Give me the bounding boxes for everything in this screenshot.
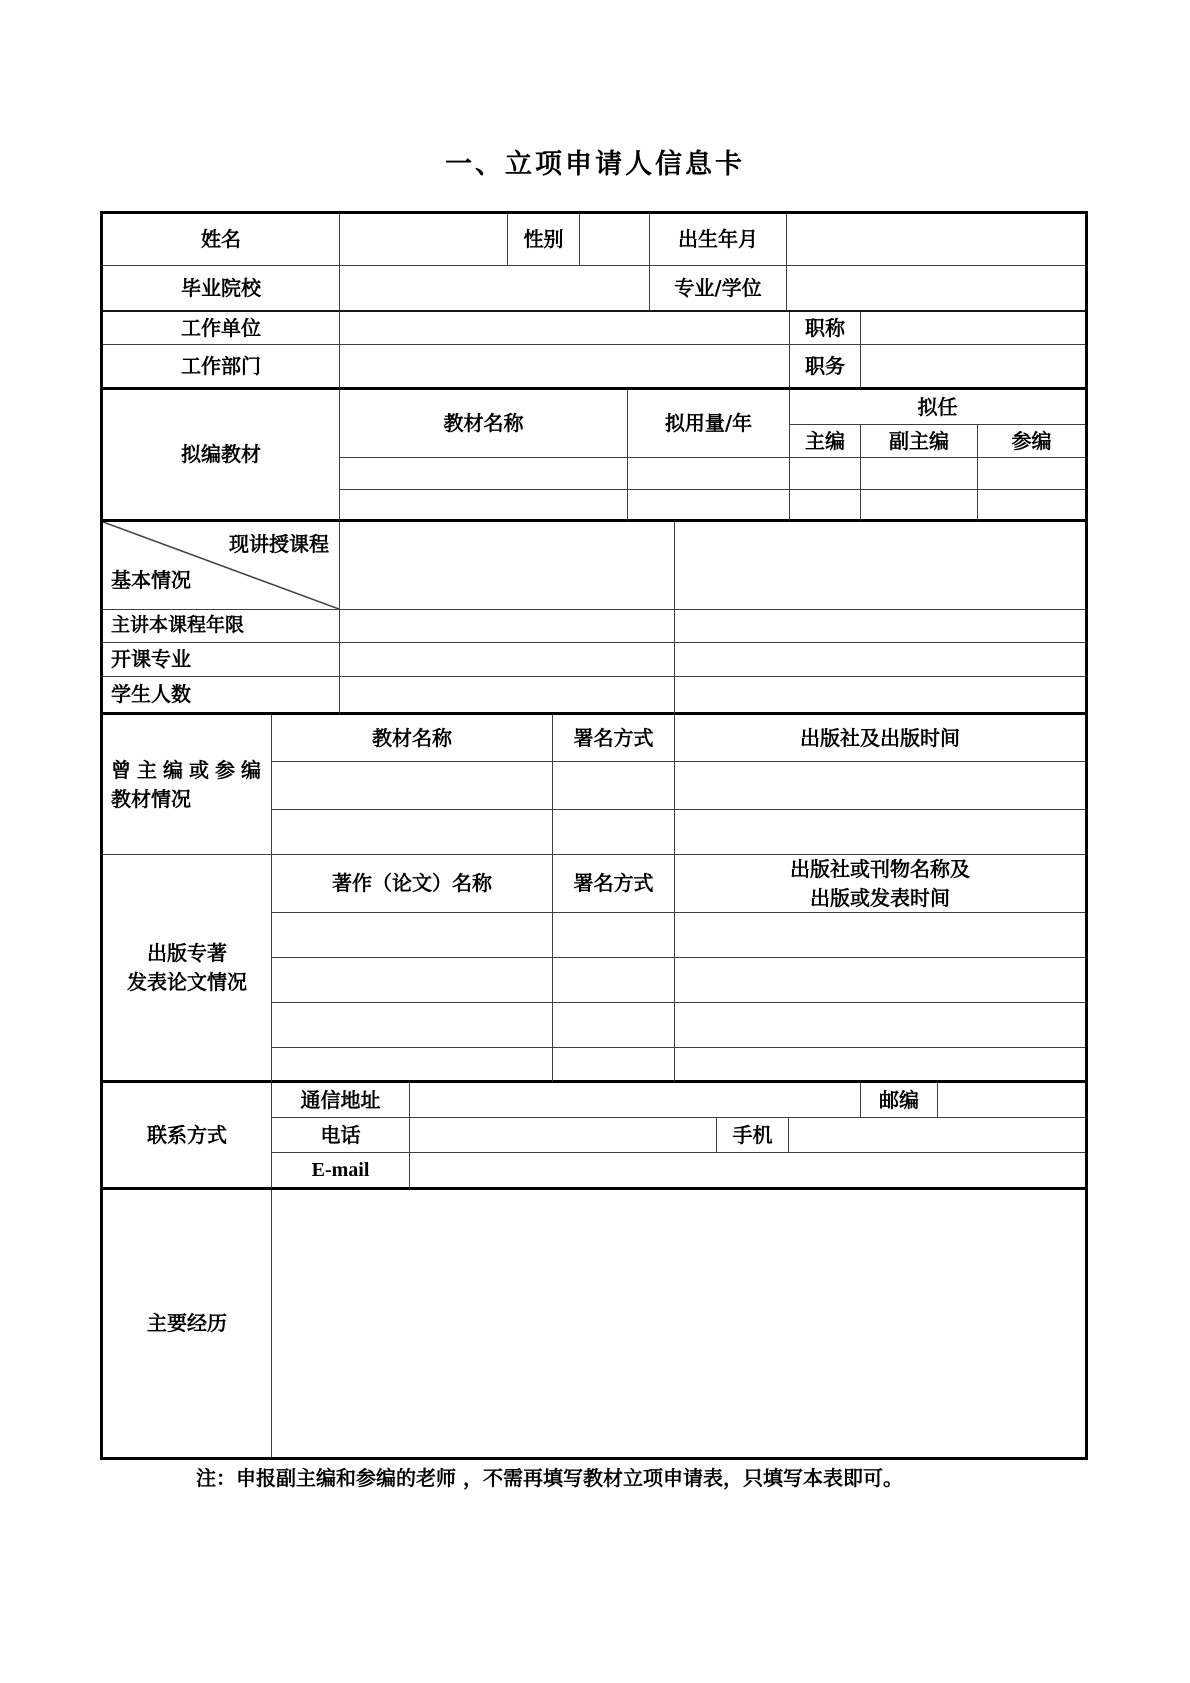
edited-textbooks-label: [103, 715, 272, 855]
edited-textbooks-label-line1: 曾主编或参编: [111, 757, 267, 782]
publication-row1-journal-cell[interactable]: [675, 913, 1085, 958]
form-title: 一、立项申请人信息卡: [445, 149, 745, 180]
current-courses-input-cell-2[interactable]: [675, 522, 1085, 610]
textbook-name-header: 教材名称: [340, 390, 628, 458]
proposed-role-header: 拟任: [790, 390, 1085, 425]
footnote: 注：申报副主编和参编的老师 ，不需再填写教材立项申请表，只填写本表即可。: [196, 1466, 903, 1490]
student-count-label: 学生人数: [103, 677, 340, 715]
current-courses-input-cell[interactable]: [340, 522, 675, 610]
publication-row3-name-cell[interactable]: [272, 1003, 553, 1048]
major-degree-input-cell[interactable]: [787, 266, 1085, 312]
edited-textbook-name-header: 教材名称: [272, 715, 553, 762]
course-major-input-cell-2[interactable]: [675, 643, 1085, 677]
edited-publisher-header: 出版社及出版时间: [675, 715, 1085, 762]
publication-journal-header: [675, 855, 1085, 913]
position-label: 职务: [790, 345, 861, 390]
birth-date-label: 出生年月: [650, 214, 787, 266]
work-unit-input-cell[interactable]: [340, 312, 790, 345]
work-department-input-cell[interactable]: [340, 345, 790, 390]
graduate-school-input-cell[interactable]: [340, 266, 650, 312]
textbook-row2-chief-cell[interactable]: [790, 490, 861, 522]
work-unit-label: 工作单位: [103, 312, 340, 345]
phone-label: 电话: [272, 1118, 410, 1153]
work-paper-name-header: 著作（论文）名称: [272, 855, 553, 913]
chief-editor-header: 主编: [790, 425, 861, 458]
course-major-label: 开课专业: [103, 643, 340, 677]
publications-label: [103, 855, 272, 1083]
edited-row2-publisher-cell[interactable]: [675, 810, 1085, 855]
planned-textbook-label: 拟编教材: [103, 390, 340, 522]
professional-title-label: 职称: [790, 312, 861, 345]
textbook-row2-usage-cell[interactable]: [628, 490, 790, 522]
phone-input-cell[interactable]: [410, 1118, 717, 1153]
basic-info-label: 基本情况: [111, 568, 191, 592]
textbook-row2-name-cell[interactable]: [340, 490, 628, 522]
publication-row1-signature-cell[interactable]: [553, 913, 675, 958]
publication-row4-journal-cell[interactable]: [675, 1048, 1085, 1083]
publication-row3-signature-cell[interactable]: [553, 1003, 675, 1048]
applicant-info-table: [100, 211, 1088, 1460]
address-input-cell[interactable]: [410, 1083, 861, 1118]
mobile-label: 手机: [717, 1118, 789, 1153]
current-courses-label: 现讲授课程: [229, 532, 329, 556]
publication-row3-journal-cell[interactable]: [675, 1003, 1085, 1048]
gender-input-cell[interactable]: [580, 214, 650, 266]
email-label: E-mail: [272, 1153, 410, 1190]
teaching-years-label: 主讲本课程年限: [103, 610, 340, 643]
textbook-row1-usage-cell[interactable]: [628, 458, 790, 490]
major-degree-label: 专业/学位: [650, 266, 787, 312]
student-count-input-cell-2[interactable]: [675, 677, 1085, 715]
textbook-row2-coeditor-cell[interactable]: [978, 490, 1085, 522]
postcode-input-cell[interactable]: [938, 1083, 1085, 1118]
usage-per-year-header: 拟用量/年: [628, 390, 790, 458]
publication-journal-header-line2: 出版或发表时间: [810, 885, 950, 910]
teaching-years-input-cell-2[interactable]: [675, 610, 1085, 643]
birth-date-input-cell[interactable]: [787, 214, 1085, 266]
publications-label-line1: 出版专著: [147, 940, 227, 965]
publication-row1-name-cell[interactable]: [272, 913, 553, 958]
professional-title-input-cell[interactable]: [861, 312, 1085, 345]
publication-row2-name-cell[interactable]: [272, 958, 553, 1003]
textbook-row1-coeditor-cell[interactable]: [978, 458, 1085, 490]
edited-row2-signature-cell[interactable]: [553, 810, 675, 855]
name-input-cell[interactable]: [340, 214, 508, 266]
address-label: 通信地址: [272, 1083, 410, 1118]
postcode-label: 邮编: [861, 1083, 938, 1118]
position-input-cell[interactable]: [861, 345, 1085, 390]
student-count-input-cell[interactable]: [340, 677, 675, 715]
publication-row2-journal-cell[interactable]: [675, 958, 1085, 1003]
experience-input-cell[interactable]: [272, 1190, 1085, 1457]
contact-label: 联系方式: [103, 1083, 272, 1190]
edited-row1-publisher-cell[interactable]: [675, 762, 1085, 810]
publications-label-line2: 发表论文情况: [127, 969, 247, 994]
email-input-cell[interactable]: [410, 1153, 1085, 1190]
publication-signature-header: 署名方式: [553, 855, 675, 913]
work-department-label: 工作部门: [103, 345, 340, 390]
textbook-row1-chief-cell[interactable]: [790, 458, 861, 490]
teaching-years-input-cell[interactable]: [340, 610, 675, 643]
textbook-row1-deputy-cell[interactable]: [861, 458, 978, 490]
publication-row4-signature-cell[interactable]: [553, 1048, 675, 1083]
edited-row1-name-cell[interactable]: [272, 762, 553, 810]
deputy-editor-header: 副主编: [861, 425, 978, 458]
publication-row2-signature-cell[interactable]: [553, 958, 675, 1003]
mobile-input-cell[interactable]: [789, 1118, 1085, 1153]
publication-journal-header-line1: 出版社或刊物名称及: [790, 856, 970, 881]
edited-row1-signature-cell[interactable]: [553, 762, 675, 810]
name-label: 姓名: [103, 214, 340, 266]
publication-row4-name-cell[interactable]: [272, 1048, 553, 1083]
edited-signature-header: 署名方式: [553, 715, 675, 762]
course-major-input-cell[interactable]: [340, 643, 675, 677]
basic-info-diagonal-cell: [103, 522, 340, 610]
edited-row2-name-cell[interactable]: [272, 810, 553, 855]
textbook-row2-deputy-cell[interactable]: [861, 490, 978, 522]
edited-textbooks-label-line2: 教材情况: [111, 786, 191, 811]
graduate-school-label: 毕业院校: [103, 266, 340, 312]
experience-label: 主要经历: [103, 1190, 272, 1457]
gender-label: 性别: [508, 214, 580, 266]
textbook-row1-name-cell[interactable]: [340, 458, 628, 490]
co-editor-header: 参编: [978, 425, 1085, 458]
